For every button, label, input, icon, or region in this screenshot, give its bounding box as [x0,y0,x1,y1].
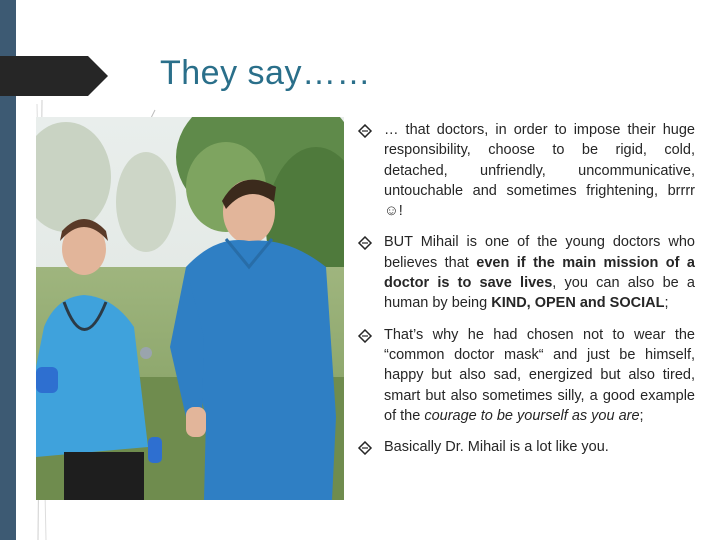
bullet-text: ; [664,295,669,312]
bullet-item [355,325,695,426]
bullet-text: , you can also be a human by being [384,275,695,312]
bullet-emphasis: even if the main mission of a doctor is to save lives [384,254,695,292]
doctors-photo [36,117,344,500]
bullet-item [355,232,695,313]
bullet-text: That’s why he had chosen not to wear the “common doctor mask“ and just be himself, happy but also sad, energized but also tired, smart but also sometimes silly, a good example of the [384,326,695,424]
bullet-text: Basically Dr. Mihail is a lot like you. [384,439,609,456]
bullet-list [355,120,695,468]
bullet-item [355,120,695,221]
smiley-icon: ☺! [384,203,403,220]
diamond-outline-icon [357,441,373,455]
diamond-outline-icon [357,236,373,250]
bullet-item [355,437,695,457]
bullet-emphasis: courage to be yourself as you are [424,407,640,424]
slide-title: They say…… [160,54,371,92]
bullet-text: ; [639,407,644,424]
bullet-text: BUT Mihail is one of the young doctors who believes that [384,234,695,271]
bullet-text: … that doctors, in order to impose their huge responsibility, choose to be rigid, cold, detached, unfriendly, uncommunicative, untouchable and sometimes frightening, brrrr [384,122,695,199]
diamond-outline-icon [357,329,373,343]
diamond-outline-icon [357,124,373,138]
bullet-emphasis: KIND, OPEN and SOCIAL [491,295,665,312]
